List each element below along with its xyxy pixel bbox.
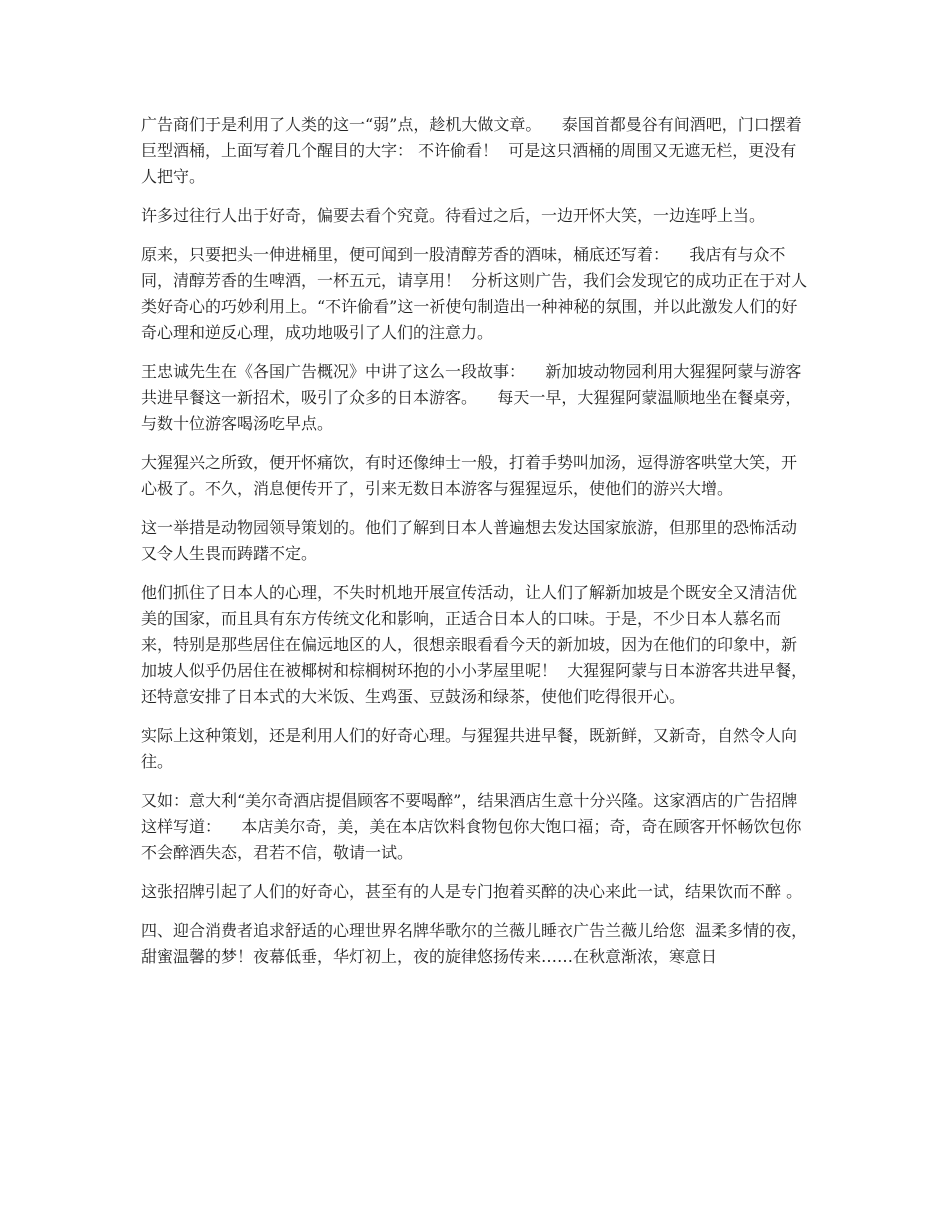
paragraph: 广告商们于是利用了人类的这一“弱”点，趁机大做文章。 泰国首都曼谷有间酒吧，门口摆着巨型酒桶，上面写着几个醒目的大字： 不许偷看！ 可是这只酒桶的周围又无遮无栏，更没有人把守。 [141,115,802,186]
paragraph: 他们抓住了日本人的心理，不失时机地开展宣传活动，让人们了解新加坡是个既安全又清洁优美的国家，而且具有东方传统文化和影响，正适合日本人的口味。于是，不少日本人慕名而来，特别是那些居住在偏远地区的人，很想亲眼看看今天的新加坡，因为在他们的印象中，新加坡人似乎仍居住在被椰树和棕榈树环抱的小小茅屋里呢！ 大猩猩阿蒙与日本游客共进早餐，还特意安排了日本式的大米饭、生鸡蛋、豆鼓汤和绿茶，使他们吃得很开心。 [141,583,808,706]
paragraph: 王忠诚先生在《各国广告概况》中讲了这么一段故事： 新加坡动物园利用大猩猩阿蒙与游客共进早餐这一新招术，吸引了众多的日本游客。 每天一早，大猩猩阿蒙温顺地坐在餐桌旁，与数十位游客喝汤吃早点。 [141,362,802,433]
paragraph: 大猩猩兴之所致，便开怀痛饮，有时还像绅士一般，打着手势叫加汤，逗得游客哄堂大笑，开心极了。不久，消息便传开了，引来无数日本游客与猩猩逗乐，使他们的游兴大增。 [141,453,798,498]
document-body [141,112,809,983]
paragraph: 这一举措是动物园领导策划的。他们了解到日本人普遍想去发达国家旅游，但那里的恐怖活动又令人生畏而踌躇不定。 [141,518,798,563]
paragraph: 许多过往行人出于好奇，偏要去看个究竟。待看过之后，一边开怀大笑，一边连呼上当。 [141,206,766,225]
paragraph: 原来，只要把头一伸进桶里，便可闻到一股清醇芳香的酒味，桶底还写着： 我店有与众不同，清醇芳香的生啤酒，一杯五元，请享用！ 分析这则广告，我们会发现它的成功正在于对人类好奇心的巧妙利用上。“不许偷看”这一祈使句制造出一种神秘的氛围，并以此激发人们的好奇心理和逆反心理，成功地吸引了人们的注意力。 [141,245,808,342]
paragraph: 这张招牌引起了人们的好奇心，甚至有的人是专门抱着买醉的决心来此一试，结果饮而不醉 。 [141,882,803,901]
paragraph: 实际上这种策划，还是利用人们的好奇心理。与猩猩共进早餐，既新鲜，又新奇，自然令人向往。 [141,726,798,771]
paragraph: 四、迎合消费者追求舒适的心理世界名牌华歌尔的兰薇儿睡衣广告兰薇儿给您 温柔多情的夜，甜蜜温馨的梦！夜幕低垂，华灯初上，夜的旋律悠扬传来……在秋意渐浓，寒意日 [141,921,808,966]
paragraph: 又如：意大利“美尔奇酒店提倡顾客不要喝醉”，结果酒店生意十分兴隆。这家酒店的广告招牌这样写道： 本店美尔奇，美，美在本店饮料食物包你大饱口福；奇，奇在顾客开怀畅饮包你不会醉酒失态，君若不信，敬请一试。 [141,791,802,862]
